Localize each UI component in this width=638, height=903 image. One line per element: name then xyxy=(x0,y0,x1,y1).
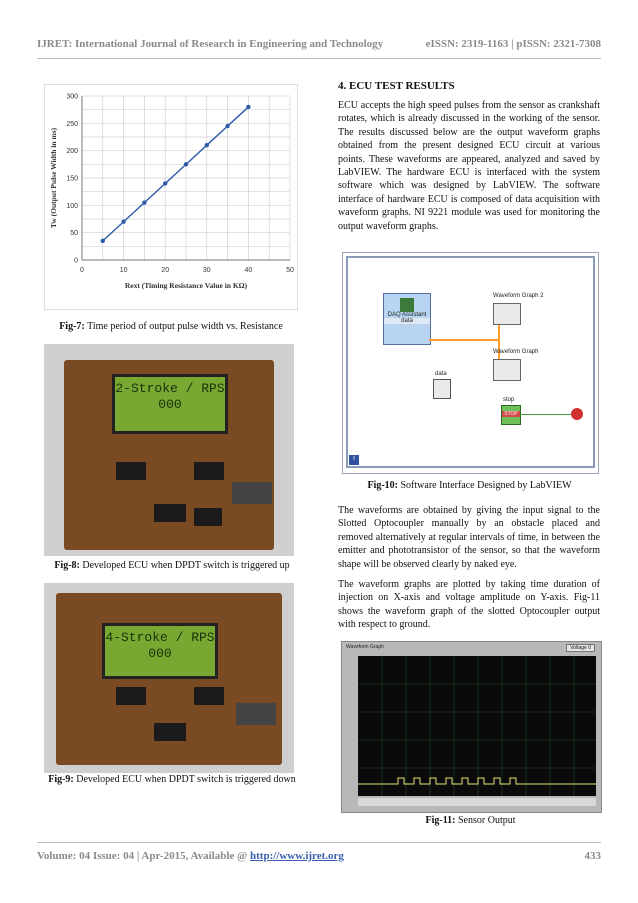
data-point xyxy=(225,124,229,128)
fig9-text: Developed ECU when DPDT switch is triggered down xyxy=(73,774,296,785)
scope-plot xyxy=(358,656,596,796)
scope-title: Waveform Graph xyxy=(346,644,384,650)
ic-chip xyxy=(194,508,222,526)
data-wire xyxy=(429,339,499,341)
x-tick-label: 30 xyxy=(202,267,211,274)
y-tick-label: 50 xyxy=(70,230,78,238)
fig8-caption xyxy=(44,560,300,571)
daq-assistant-block xyxy=(383,293,431,345)
paragraph-3: The waveform graphs are plotted by taking time duration of injection on X-axis and voltage amplitude on Y-axis. Fig-11 shows the waveform graph of the slotted Optocoupler output with respect to ground. xyxy=(338,579,600,631)
lcd-line-1: 4-Stroke / RPS xyxy=(105,630,215,645)
fig8-text: Developed ECU when DPDT switch is triggered up xyxy=(79,560,290,571)
y-tick-label: 200 xyxy=(66,148,78,156)
lcd-line-2: 000 xyxy=(148,646,172,661)
footer-rule xyxy=(37,842,601,843)
journal-url-link[interactable]: http://www.ijret.org xyxy=(250,850,344,862)
data-point xyxy=(101,239,105,243)
waveform-graph-2-label: Waveform Graph 2 xyxy=(493,293,544,299)
y-tick-label: 100 xyxy=(66,202,78,210)
footer-volume: Volume: 04 Issue: 04 | Apr-2015, Available @ xyxy=(37,850,251,862)
data-point xyxy=(205,143,209,147)
data-node-label: data xyxy=(435,371,447,377)
daq-label: DAQ Assistant xyxy=(387,312,427,318)
data-point xyxy=(121,220,125,224)
issn: eISSN: 2319-1163 | pISSN: 2321-7308 xyxy=(425,38,601,50)
y-tick-label: 300 xyxy=(66,93,78,101)
stop-button-label: STOP xyxy=(502,411,520,417)
paragraph-1: ECU accepts the high speed pulses from the sensor as crankshaft rotates, which is already discussed in the working of the sensor. The results discussed below are the output waveform graphs obtained from the present designed ECU circuit at various points. These waveforms are appeared, analyzed and saved by LabVIEW. The hardware ECU is interfaced with the system software which was designed by LabVIEW. The software interface of hardware ECU is composed of data acquisition with waveform graphs. NI 9221 module was used for monitoring the output waveform graphs. xyxy=(338,100,600,232)
lcd-display xyxy=(102,623,218,679)
ic-chip xyxy=(116,462,146,480)
fig8-label: Fig-8: xyxy=(54,560,80,571)
fig9-caption xyxy=(44,774,300,785)
page-number: 433 xyxy=(584,850,601,862)
fig10-caption xyxy=(342,480,597,491)
paragraph-2: The waveforms are obtained by giving the input signal to the Slotted Optocoupler manually by an obstacle placed and removed alternatively at regular intervals of time, in between the emitter and phototransistor of the sensor, so that the waveform shape will be observed clearly by naked eye. xyxy=(338,505,600,570)
fig9-label: Fig-9: xyxy=(48,774,74,785)
dip-switch xyxy=(236,703,276,725)
x-tick-label: 20 xyxy=(161,267,170,274)
pulse-width-chart xyxy=(44,84,298,310)
fig9-photo xyxy=(44,583,294,773)
fig10-label: Fig-10: xyxy=(367,480,398,491)
scope-x-axis xyxy=(358,798,596,806)
fig7-text: Time period of output pulse width vs. Resistance xyxy=(84,321,283,332)
waveform-graph-label: Waveform Graph xyxy=(493,349,539,355)
fig8-photo xyxy=(44,344,294,556)
stop-label: stop xyxy=(503,397,515,403)
scope-legend: Voltage 0 xyxy=(566,644,595,652)
data-point xyxy=(184,162,188,166)
lcd-display xyxy=(112,374,228,434)
dip-switch xyxy=(232,482,272,504)
x-tick-label: 0 xyxy=(80,267,84,274)
iteration-terminal-icon: i xyxy=(349,455,359,465)
waveform-graph-2-terminal xyxy=(493,303,521,325)
fig10-text: Software Interface Designed by LabVIEW xyxy=(398,480,572,491)
lcd-line-2: 000 xyxy=(158,397,182,412)
fig11-text: Sensor Output xyxy=(455,815,516,826)
while-loop-frame xyxy=(346,256,595,468)
stop-button-terminal xyxy=(501,405,521,425)
waveform-graph-panel xyxy=(341,641,602,813)
ic-chip xyxy=(194,462,224,480)
x-tick-label: 40 xyxy=(244,267,253,274)
lcd-line-1: 2-Stroke / RPS xyxy=(115,381,225,396)
fig7-caption xyxy=(44,321,298,332)
x-tick-label: 50 xyxy=(286,267,294,274)
daq-data-terminal: data xyxy=(384,318,430,324)
x-axis-title: Rext (Timing Resistance Value in KΩ) xyxy=(124,281,248,290)
y-tick-label: 0 xyxy=(74,257,78,265)
loop-condition-icon xyxy=(571,408,583,420)
x-tick-label: 10 xyxy=(119,267,128,274)
ic-chip xyxy=(116,687,146,705)
data-node xyxy=(433,379,451,399)
section-title: 4. ECU TEST RESULTS xyxy=(338,80,455,92)
y-tick-label: 250 xyxy=(66,120,78,128)
boolean-wire xyxy=(520,414,572,415)
ic-chip xyxy=(154,723,186,741)
fig11-caption xyxy=(341,815,600,826)
journal-name: IJRET: International Journal of Research in Engineering and Technology xyxy=(37,38,384,50)
fig11-label: Fig-11: xyxy=(425,815,456,826)
ic-chip xyxy=(154,504,186,522)
ic-chip xyxy=(194,687,224,705)
labview-block-diagram xyxy=(342,252,599,474)
running-header xyxy=(37,38,601,50)
y-tick-label: 150 xyxy=(66,175,78,183)
data-point xyxy=(163,181,167,185)
y-axis-title: Tw (Output Pulse Width in ms) xyxy=(49,127,58,229)
fig7-label: Fig-7: xyxy=(59,321,85,332)
footer xyxy=(37,850,601,862)
data-point xyxy=(246,105,250,109)
daq-icon xyxy=(400,298,414,312)
header-rule xyxy=(37,58,601,59)
data-point xyxy=(142,200,146,204)
waveform-graph-terminal xyxy=(493,359,521,381)
